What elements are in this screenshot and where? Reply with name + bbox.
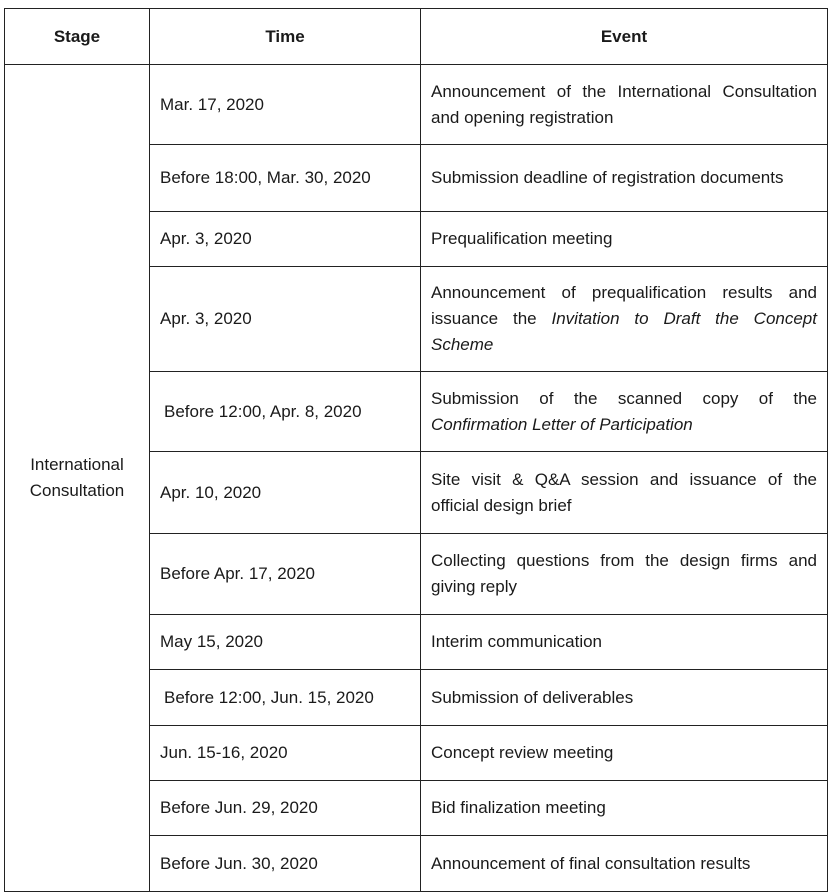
time-cell: Before 12:00, Apr. 8, 2020 (150, 372, 421, 452)
event-cell: Bid finalization meeting (421, 781, 828, 836)
event-cell: Concept review meeting (421, 726, 828, 781)
time-cell: Jun. 15-16, 2020 (150, 726, 421, 781)
header-time: Time (150, 9, 421, 65)
event-cell (421, 372, 828, 452)
time-cell: Before Apr. 17, 2020 (150, 534, 421, 615)
time-cell: Before 12:00, Jun. 15, 2020 (150, 670, 421, 726)
table-row (5, 65, 828, 145)
event-cell (421, 267, 828, 372)
time-cell: Apr. 10, 2020 (150, 452, 421, 534)
event-cell: Site visit & Q&A session and issuance of the official design brief (421, 452, 828, 534)
header-stage: Stage (5, 9, 150, 65)
time-cell: Mar. 17, 2020 (150, 65, 421, 145)
time-cell: May 15, 2020 (150, 615, 421, 670)
event-text: Announcement of prequalification results and issuance the (431, 283, 817, 328)
event-document-title: Invitation to Draft the Concept Scheme (431, 309, 817, 354)
header-row (5, 9, 828, 65)
event-cell: Submission of deliverables (421, 670, 828, 726)
event-cell: Collecting questions from the design firms and giving reply (421, 534, 828, 615)
event-cell: Submission deadline of registration documents (421, 145, 828, 212)
time-cell: Apr. 3, 2020 (150, 267, 421, 372)
event-text: Submission of the scanned copy of the (431, 388, 817, 408)
time-cell: Before Jun. 30, 2020 (150, 836, 421, 892)
time-cell: Before 18:00, Mar. 30, 2020 (150, 145, 421, 212)
schedule-table (4, 8, 828, 892)
time-cell: Apr. 3, 2020 (150, 212, 421, 267)
event-cell: Interim communication (421, 615, 828, 670)
event-cell: Announcement of the International Consultation and opening registration (421, 65, 828, 145)
event-document-title: Confirmation Letter of Participation (431, 414, 693, 434)
stage-cell: International Consultation (5, 65, 150, 892)
header-event: Event (421, 9, 828, 65)
event-cell: Announcement of final consultation results (421, 836, 828, 892)
event-cell: Prequalification meeting (421, 212, 828, 267)
time-cell: Before Jun. 29, 2020 (150, 781, 421, 836)
